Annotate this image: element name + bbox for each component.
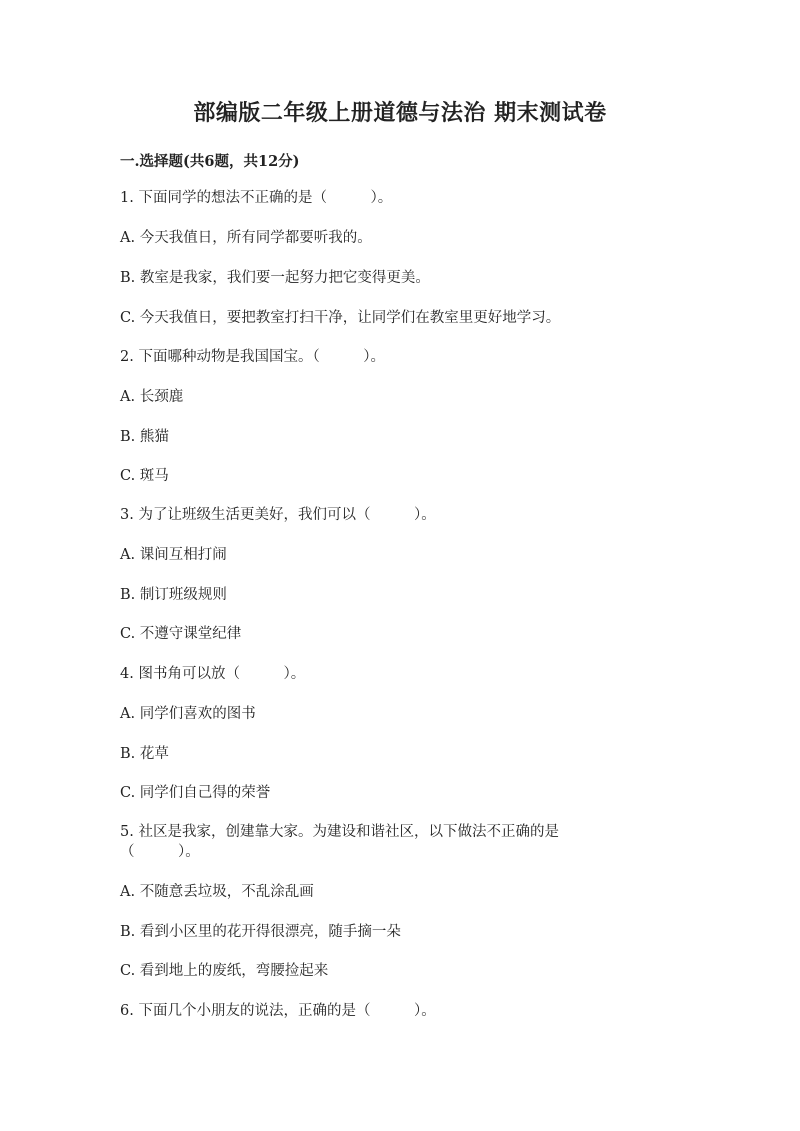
question-1-option-a: A. 今天我值日，所有同学都要听我的。: [120, 230, 372, 246]
question-5-option-a: A. 不随意丢垃圾，不乱涂乱画: [120, 884, 314, 900]
question-4-stem: 4. 图书角可以放（ ）。: [120, 666, 306, 682]
question-2-option-c: C. 斑马: [120, 468, 169, 484]
question-5-option-c: C. 看到地上的废纸，弯腰捡起来: [120, 963, 329, 979]
question-4-option-b: B. 花草: [120, 746, 169, 762]
question-5-option-b: B. 看到小区里的花开得很漂亮，随手摘一朵: [120, 924, 401, 940]
question-1-stem: 1. 下面同学的想法不正确的是（ ）。: [120, 190, 393, 206]
question-2-option-b: B. 熊猫: [120, 429, 169, 445]
question-5-stem: 5. 社区是我家，创建靠大家。为建设和谐社区，以下做法不正确的是（ ）。: [120, 824, 559, 860]
question-4-option-c: C. 同学们自己得的荣誉: [120, 785, 271, 801]
question-1-option-c: C. 今天我值日，要把教室打扫干净，让同学们在教室里更好地学习。: [120, 310, 561, 326]
question-3-option-b: B. 制订班级规则: [120, 587, 227, 603]
question-3-option-a: A. 课间互相打闹: [120, 547, 227, 563]
section-heading: 一.选择题(共6题，共12分): [120, 153, 300, 170]
page-title: 部编版二年级上册道德与法治 期末测试卷: [193, 100, 607, 126]
question-2-stem: 2. 下面哪种动物是我国国宝。（ ）。: [120, 349, 385, 365]
question-2-option-a: A. 长颈鹿: [120, 389, 184, 405]
question-3-stem: 3. 为了让班级生活更美好，我们可以（ ）。: [120, 507, 436, 523]
question-4-option-a: A. 同学们喜欢的图书: [120, 706, 256, 722]
question-3-option-c: C. 不遵守课堂纪律: [120, 626, 242, 642]
question-1-option-b: B. 教室是我家，我们要一起努力把它变得更美。: [120, 270, 430, 286]
question-6-stem: 6. 下面几个小朋友的说法，正确的是（ ）。: [120, 1003, 436, 1019]
